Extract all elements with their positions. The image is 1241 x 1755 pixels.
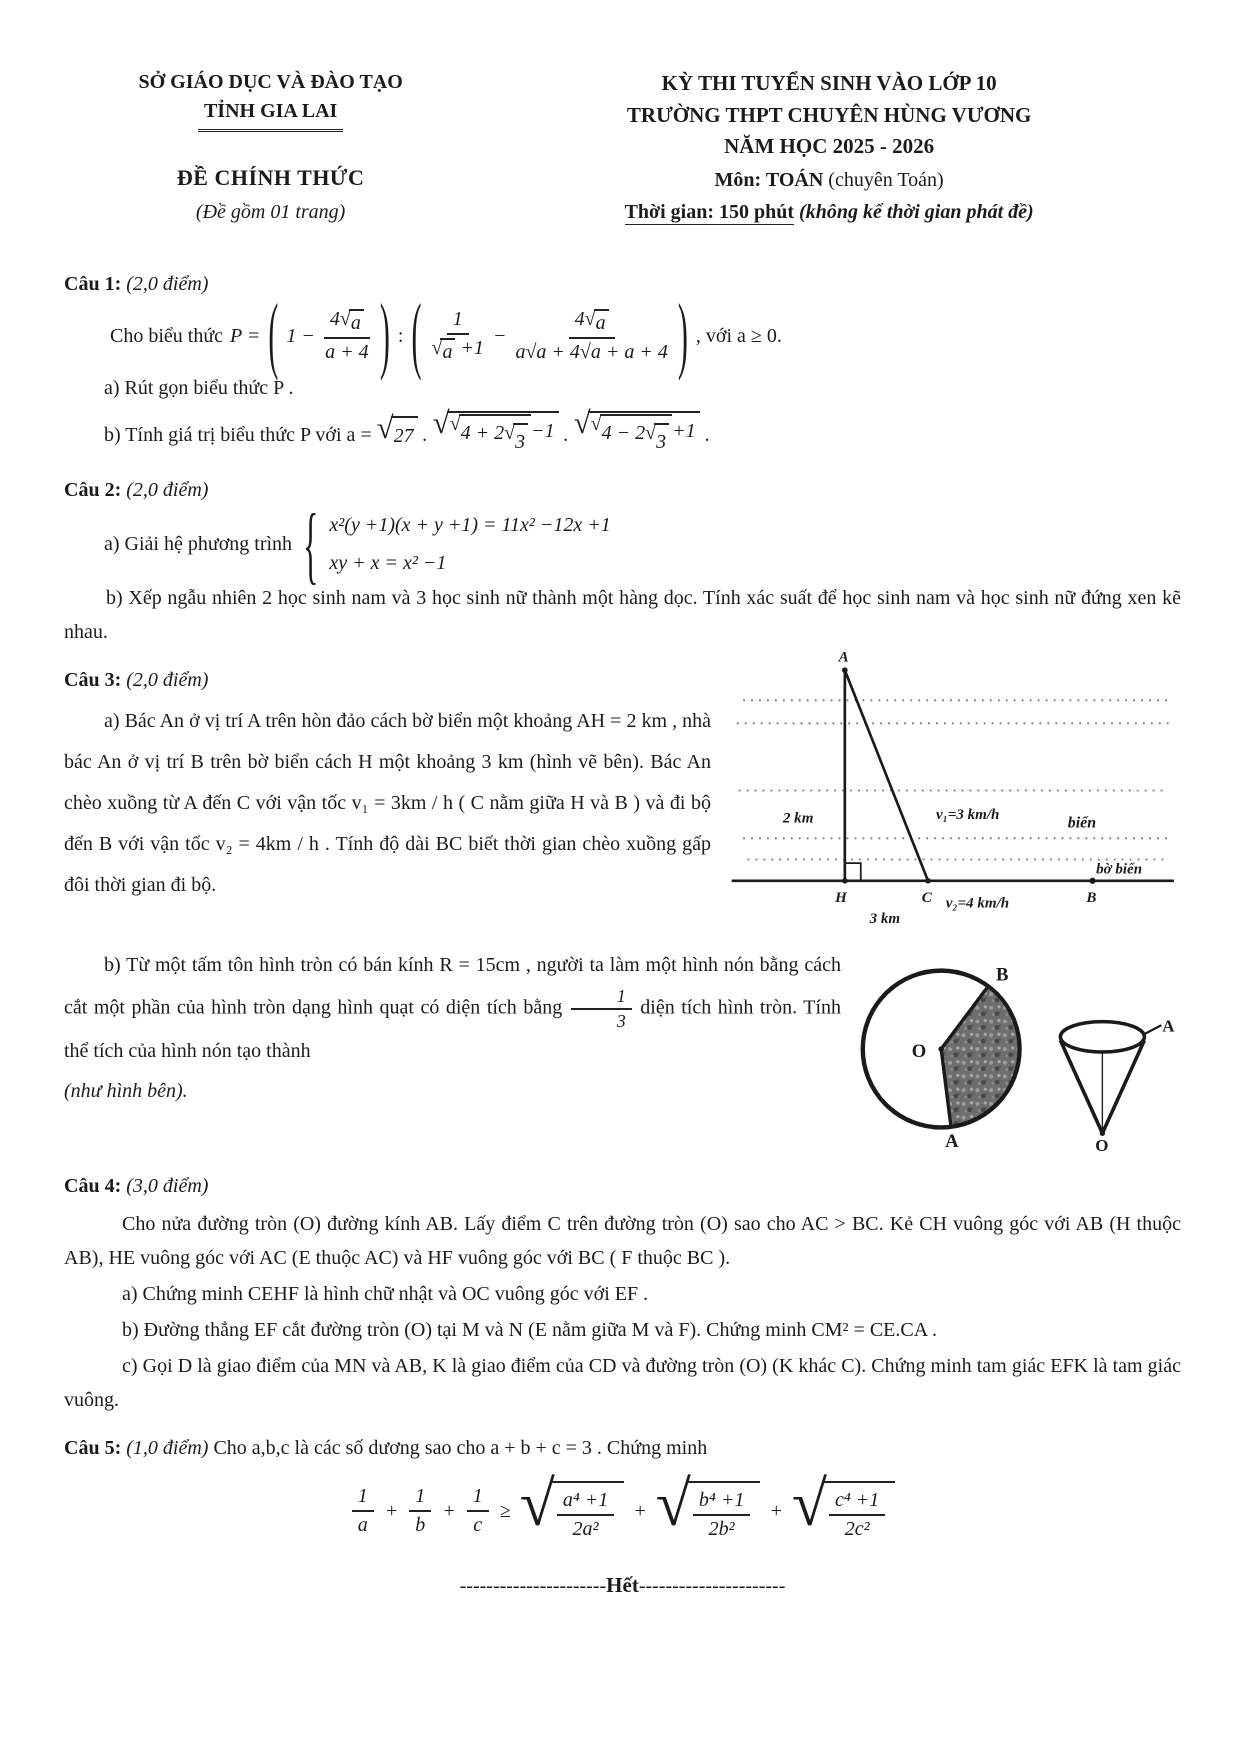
q1-part-b-text: b) Tính giá trị biểu thức P với a =: [104, 423, 372, 446]
q1-intro-text: Cho biểu thức: [110, 324, 224, 347]
left-paren: (: [411, 288, 422, 383]
question-3: [64, 649, 1181, 1159]
dashes: ----------------------: [459, 1574, 607, 1597]
label-AH-distance: 2 km: [782, 810, 814, 827]
inner-sqrt: √ √ 4 − 2 √ 3: [591, 414, 672, 459]
issuer-name: SỞ GIÁO DỤC VÀ ĐÀO TẠO: [138, 71, 403, 93]
q5-label: Câu 5:: [64, 1436, 122, 1459]
q1-points: (2,0 điểm): [126, 272, 209, 295]
end-word: Hết: [606, 1572, 639, 1597]
fraction-denominator: 3: [616, 1010, 626, 1031]
q2-part-a-system: [104, 494, 1181, 592]
fraction-1-over-a: $\frac{1}{a}$: [352, 1484, 374, 1538]
sqrt-term-a: [520, 1481, 625, 1542]
point-H: [842, 878, 848, 884]
period: .: [704, 423, 710, 446]
subject-line: [477, 165, 1181, 195]
dot-operator: .: [422, 423, 428, 446]
label-B: B: [996, 964, 1009, 986]
end-of-exam-marker: [64, 1568, 1181, 1604]
q4-part-a: a) Chứng minh CEHF là hình chữ nhật và OC vuông góc với EF .: [122, 1282, 649, 1305]
fraction-1-over-b: $\frac{1}{b}$: [409, 1484, 431, 1538]
sqrt-3: √ 3: [504, 423, 528, 459]
q1-expression-formula: [110, 288, 1181, 383]
label-sea: biển: [1067, 814, 1097, 832]
label-H: H: [835, 889, 847, 906]
right-paren: ): [677, 288, 688, 383]
sea-diagram: [721, 649, 1181, 925]
radicand-fraction: √ $\frac{\text{a⁴ +1}}{\text{2a²}}$: [557, 1488, 614, 1542]
plus-operator: +: [442, 1500, 456, 1523]
q4-label: Câu 4:: [64, 1174, 122, 1197]
fraction-denominator: a + 4: [325, 340, 369, 363]
sqrt-3: √ 3: [645, 423, 669, 459]
label-C: C: [921, 889, 932, 906]
label-shore: bờ biển: [1096, 861, 1143, 878]
nested-sqrt-term-2: √ √ 4 − 2 √ 3 +1: [574, 411, 700, 459]
q1-fraction-2: [431, 307, 483, 365]
fraction-numerator: 4 √ a: [569, 307, 615, 339]
question-1-heading: [64, 267, 1181, 301]
cone-base-ellipse: [1060, 1022, 1144, 1052]
province-name: TỈNH GIA LAI: [198, 97, 343, 132]
label-B: B: [1086, 889, 1097, 906]
official-exam-label: ĐỀ CHÍNH THỨC: [176, 165, 365, 190]
sea-diagram-svg: [721, 649, 1181, 925]
question-2-heading: [64, 473, 1181, 507]
label-A: A: [945, 1130, 959, 1150]
q5-intro-text: Cho a,b,c là các số dương sao cho a + b + c = 3 . Chứng minh: [213, 1436, 708, 1459]
cone-side-right: [1102, 1040, 1144, 1133]
circle-sector-figure: [851, 949, 1047, 1150]
q4-points: (3,0 điểm): [126, 1174, 209, 1197]
fraction-denominator: a√a + 4√a + a + 4: [515, 340, 668, 363]
q3-part-a: a) Bác An ở vị trí A trên hòn đảo cách bờ biển một khoảng AH = 2 km , nhà bác An ở vị trí B trên bờ biển cách H một khoảng 3 km (hình vẽ bên). Bác An chèo xuồng từ A đến C với vận tốc v₁ = 3km / h ( C nằm giữa H và B ) và đi bộ đến B với vận tốc v₂ = 4km / h . Tính độ dài BC biết thời gian chèo xuồng gấp đôi thời gian đi bộ.: [64, 709, 711, 896]
exam-title-block: [477, 68, 1181, 227]
circle-and-cone-figures: [851, 949, 1181, 1153]
sqrt-27: √ 27: [377, 416, 418, 453]
cone-side-left: [1060, 1040, 1102, 1133]
sqrt-a: √ a: [585, 309, 609, 336]
q4-part-b: b) Đường thẳng EF cắt đường tròn (O) tại M và N (E nằm giữa M và F). Chứng minh CM² = CE.CA .: [122, 1318, 938, 1341]
label-v1: v₁=3 km/h: [935, 806, 1000, 823]
equation-2: xy + x = x² −1: [329, 551, 447, 574]
duration-label: Thời gian: 150 phút: [624, 200, 795, 223]
right-paren: ): [379, 288, 390, 383]
fraction-denominator: √ a +1: [431, 335, 483, 365]
right-angle-mark: [845, 863, 861, 881]
center-O: [938, 1046, 943, 1051]
q3-part-b-note: (như hình bên).: [64, 1080, 188, 1103]
page-count-note: (Đề gồm 01 trang): [195, 200, 346, 223]
q3-part-b-block: [64, 945, 1181, 1159]
q2-part-b: b) Xếp ngẫu nhiên 2 học sinh nam và 3 học sinh nữ thành một hàng dọc. Tính xác suất để học sinh nam và học sinh nữ đứng xen kẽ nhau.: [64, 586, 1181, 643]
label-A: A: [1162, 1016, 1175, 1036]
q1-lhs: P =: [230, 324, 261, 347]
subject-note: (chuyên Toán): [828, 168, 944, 191]
label-HC-distance: 3 km: [869, 911, 901, 925]
point-A: [842, 667, 848, 673]
duration-line: [477, 197, 1181, 227]
q3-points: (2,0 điểm): [126, 668, 209, 691]
school-name: TRƯỜNG THPT CHUYÊN HÙNG VƯƠNG: [626, 102, 1032, 127]
q5-inequality: [64, 1481, 1181, 1542]
fraction-numerator: 1: [447, 307, 469, 335]
q1-condition: , với a ≥ 0.: [695, 324, 782, 347]
system-brace: {: [303, 494, 319, 592]
radicand-fraction: √ $\frac{\text{c⁴ +1}}{\text{2c²}}$: [829, 1488, 885, 1542]
province-line: [64, 97, 477, 132]
label-O: O: [911, 1040, 927, 1062]
geq-operator: ≥: [499, 1500, 511, 1523]
q2-part-a-text: a) Giải hệ phương trình: [104, 532, 293, 555]
q4-intro: Cho nửa đường tròn (O) đường kính AB. Lấy điểm C trên đường tròn (O) sao cho AC > BC. Kẻ CH vuông góc với AB (H thuộc AB), HE vuông góc với AC (E thuộc AC) và HF vuông góc với BC ( F thuộc BC ).: [64, 1212, 1181, 1269]
fraction-numerator: 1: [571, 986, 632, 1010]
fraction-numerator: 4 √ a: [324, 307, 370, 339]
q3-part-b-text-2: diện tích hình tròn. Tính thể tích của hình nón tạo thành: [64, 996, 842, 1063]
label-O: O: [1095, 1136, 1109, 1153]
radicand-fraction: √ $\frac{\text{b⁴ +1}}{\text{2b²}}$: [693, 1488, 750, 1542]
point-B: [1089, 878, 1095, 884]
q2-label: Câu 2:: [64, 478, 122, 501]
q1-minus: −: [492, 324, 507, 347]
q3-label: Câu 3:: [64, 668, 122, 691]
equation-1: x²(y +1)(x + y +1) = 11x² −12x +1: [329, 513, 611, 536]
question-5-heading: [64, 1431, 1181, 1465]
point-C: [925, 878, 931, 884]
equation-system: [329, 513, 610, 575]
label-A: A: [838, 649, 849, 666]
q1-label: Câu 1:: [64, 272, 122, 295]
q1-fraction-3: [515, 307, 667, 365]
plus-operator: +: [384, 1500, 399, 1523]
cone-apex: [1100, 1130, 1105, 1135]
cone-figure: [1047, 1001, 1181, 1153]
exam-title: KỲ THI TUYỂN SINH VÀO LỚP 10: [661, 71, 997, 95]
duration-note: (không kể thời gian phát đề): [799, 200, 1034, 223]
dot-operator: .: [563, 423, 569, 446]
cut-sector: [941, 986, 1019, 1126]
sqrt-a: √ a: [431, 338, 455, 365]
q4-part-c: c) Gọi D là giao điểm của MN và AB, K là giao điểm của CD và đường tròn (O) (K khác C). Chứng minh tam giác EFK là tam giác vuông.: [64, 1354, 1181, 1411]
fraction-1-over-c: $\frac{1}{c}$: [467, 1484, 489, 1538]
q2-points: (2,0 điểm): [126, 478, 209, 501]
inner-sqrt: √ √ 4 + 2 √ 3: [450, 414, 531, 459]
segment-AC: [845, 670, 928, 881]
question-4-heading: [64, 1169, 1181, 1203]
label-v2: v₂=4 km/h: [945, 895, 1010, 912]
plus-operator: +: [633, 1500, 647, 1523]
sqrt-term-c: [792, 1481, 895, 1542]
exam-header: [64, 68, 1181, 227]
nested-sqrt-term-1: √ √ 4 + 2 √ 3 −1: [433, 411, 559, 459]
label-A-pointer: [1143, 1025, 1162, 1035]
q1-fraction-1: [324, 307, 370, 365]
sqrt-a: √ a: [340, 309, 364, 336]
q1-part-b: [104, 411, 1181, 459]
subject-label: Môn: TOÁN: [714, 168, 824, 191]
q3-part-b-text-1: b) Từ một tấm tôn hình tròn có bán kính R = 15cm , người ta làm một hình nón bằng cách cắt một phần của hình tròn dạng hình quạt có diện tích bằng: [64, 953, 841, 1019]
plus-operator: +: [769, 1500, 783, 1523]
q1-colon: :: [397, 324, 404, 347]
school-year: NĂM HỌC 2025 - 2026: [724, 134, 935, 158]
left-paren: (: [268, 288, 279, 383]
issuer-block: [64, 68, 477, 227]
sqrt-term-b: [656, 1481, 761, 1542]
dashes: ----------------------: [638, 1574, 786, 1597]
q5-points: (1,0 điểm): [126, 1436, 209, 1459]
one-third-fraction: [571, 986, 632, 1031]
q1-part-a: a) Rút gọn biểu thức P .: [104, 376, 294, 399]
q1-one-minus: 1 −: [286, 324, 315, 347]
